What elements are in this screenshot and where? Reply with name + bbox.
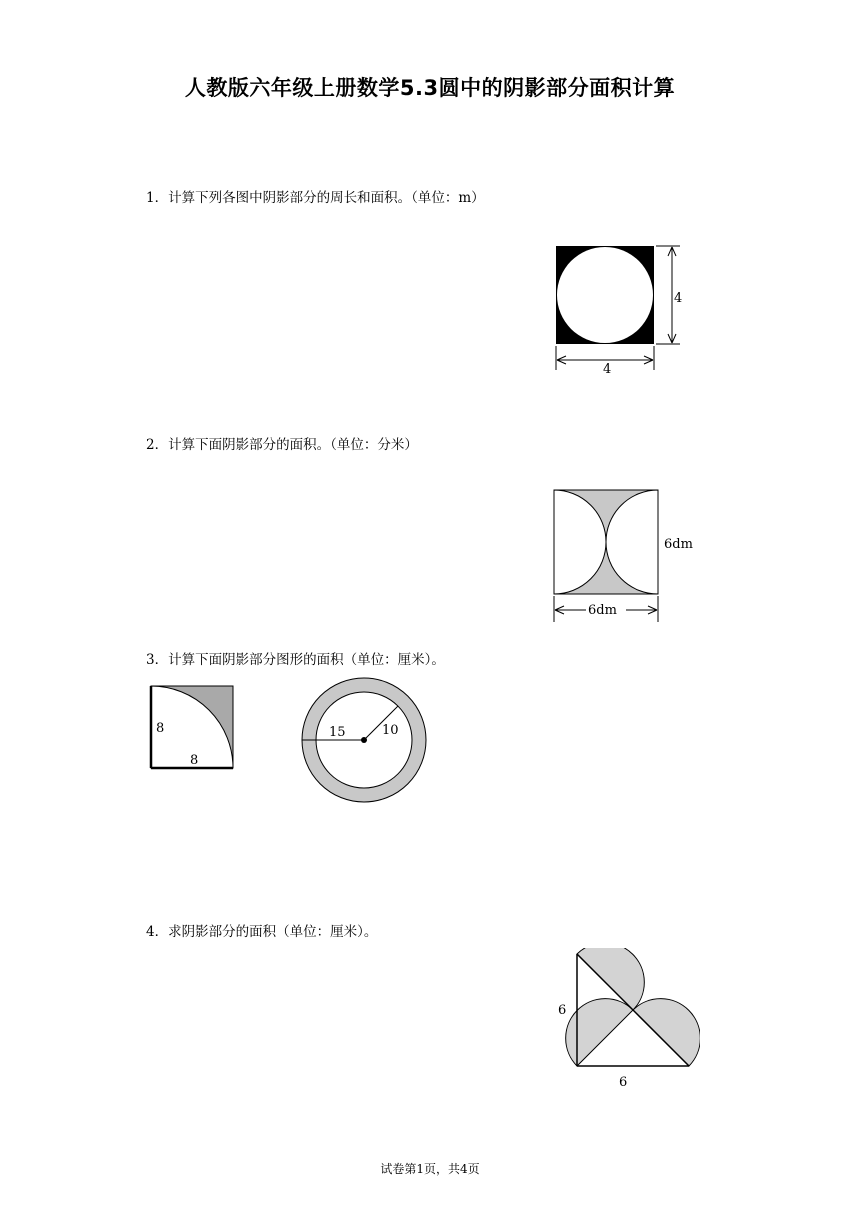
figure-4-bottom-label: 6 <box>619 1075 628 1090</box>
figure-1-height-label: 4 <box>674 291 683 306</box>
figure-1-white-circle <box>557 247 653 343</box>
question-3-text: 3．计算下面阴影部分图形的面积（单位：厘米）。 <box>146 652 445 668</box>
figure-3b-annulus <box>298 674 432 808</box>
figure-2-square-semicircles <box>548 486 708 626</box>
figure-4-triangle-semicircles <box>552 948 700 1094</box>
figure-1-width-label: 4 <box>603 362 612 377</box>
figure-4-right-semicircle <box>633 999 700 1066</box>
figure-3b-outer-label: 15 <box>329 725 346 740</box>
figure-3a-quarter-circle <box>146 682 242 776</box>
question-1-text: 1．计算下列各图中阴影部分的周长和面积。（单位：m） <box>146 190 485 206</box>
figure-4-left-segment <box>566 999 633 1066</box>
page-title: 人教版六年级上册数学5.3圆中的阴影部分面积计算 <box>184 76 676 100</box>
figure-3a-side-label: 8 <box>156 721 165 736</box>
figure-3b-center-point <box>361 737 367 743</box>
figure-4-side-label: 6 <box>558 1003 567 1018</box>
question-4-text: 4．求阴影部分的面积（单位：厘米）。 <box>146 924 378 940</box>
question-2-text: 2．计算下面阴影部分的面积。（单位：分米） <box>146 437 418 453</box>
figure-3a-bottom-label: 8 <box>190 753 199 768</box>
figure-2-width-label: 6dm <box>588 603 617 618</box>
figure-1-square-circle <box>548 240 688 378</box>
page-footer: 试卷第1页，共4页 <box>380 1162 480 1176</box>
figure-3b-inner-label: 10 <box>382 723 399 738</box>
figure-2-height-label: 6dm <box>664 537 693 552</box>
